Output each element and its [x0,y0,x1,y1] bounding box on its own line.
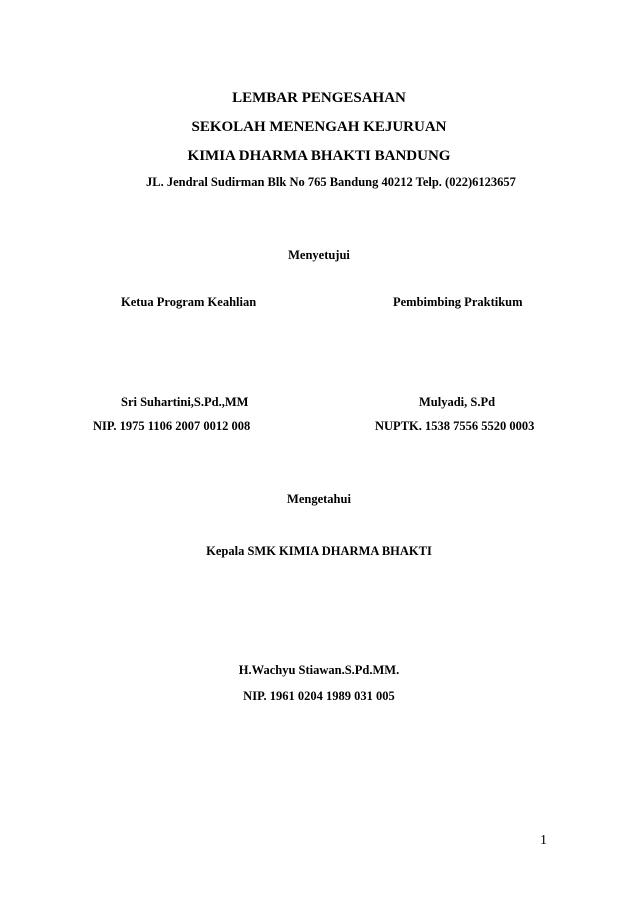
school-name-line2: KIMIA DHARMA BHAKTI BANDUNG [187,148,451,164]
acknowledge-name: H.Wachyu Stiawan.S.Pd.MM. [238,663,400,677]
acknowledge-heading: Mengetahui [287,492,351,506]
right-signatory-name: Mulyadi, S.Pd [419,395,496,409]
left-signatory-role: Ketua Program Keahlian [121,295,257,309]
page-number: 1 [540,833,547,848]
school-name-line1: SEKOLAH MENENGAH KEJURUAN [191,119,447,135]
right-signatory-role: Pembimbing Praktikum [393,295,523,309]
right-signatory-id: NUPTK. 1538 7556 5520 0003 [375,419,535,433]
left-signatory-name: Sri Suhartini,S.Pd.,MM [121,395,249,409]
approval-heading: Menyetujui [288,248,350,262]
acknowledge-id: NIP. 1961 0204 1989 031 005 [243,689,395,703]
school-address: JL. Jendral Sudirman Blk No 765 Bandung 40212 Telp. (022)6123657 [146,175,516,189]
document-title: LEMBAR PENGESAHAN [232,90,406,106]
left-signatory-id: NIP. 1975 1106 2007 0012 008 [93,419,251,433]
acknowledge-role: Kepala SMK KIMIA DHARMA BHAKTI [206,544,432,558]
